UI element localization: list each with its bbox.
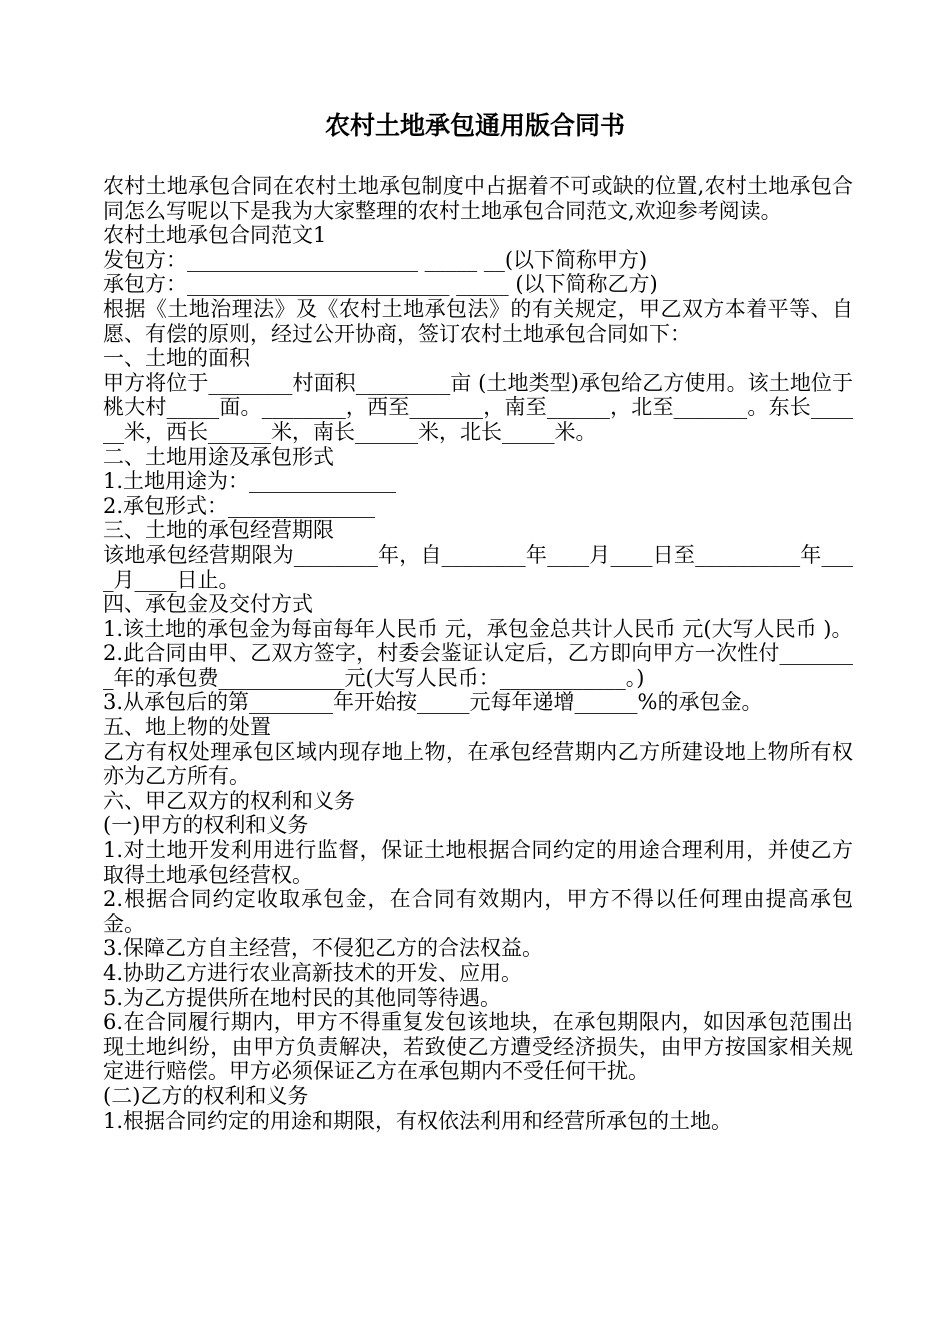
term-paragraph: 该地承包经营期限为________年，自________年____月____日至__________年____月____日止。	[103, 542, 853, 592]
document-body	[103, 174, 853, 1133]
party-b-item-1: 1.根据合同约定的用途和期限，有权依法利用和经营所承包的土地。	[103, 1108, 733, 1133]
party-a-item-5: 5.为乙方提供所在地村民的其他同等待遇。	[103, 985, 502, 1010]
usage-line: 1.土地用途为：______________	[103, 469, 397, 494]
intro-paragraph: 农村土地承包合同在农村土地承包制度中占据着不可或缺的位置,农村土地承包合同怎么写呢以下是我为大家整理的农村土地承包合同范文,欢迎参考阅读。	[103, 174, 853, 223]
party-a-item-6: 6.在合同履行期内，甲方不得重复发包该地块，在承包期限内，如因承包范围出现土地纠纷，由甲方负责解决，若致使乙方遭受经济损失，由甲方按国家相关规定进行赔偿。甲方必须保证乙方在承包期内不受任何干扰。	[103, 1010, 853, 1084]
subheading-party-b: (二)乙方的权利和义务	[103, 1083, 309, 1108]
form-line: 2.承包形式：______________	[103, 493, 376, 518]
party-a-item-3: 3.保障乙方自主经营，不侵犯乙方的合法权益。	[103, 936, 544, 961]
land-location-paragraph: 甲方将位于________村面积_________亩 (土地类型)承包给乙方使用。该土地位于桃大村_____面。________，西至_______，南至______，北至_______。东长______米，西长______米，南长______米，北长_____米。	[103, 370, 853, 444]
section-heading-payment: 四、承包金及交付方式	[103, 592, 313, 617]
payment-item-3: 3.从承包后的第________年开始按_____元每年递增______%的承包金。	[103, 690, 763, 715]
section-heading-term: 三、土地的承包经营期限	[103, 518, 334, 543]
section-heading-area: 一、土地的面积	[103, 346, 250, 371]
sample-heading: 农村土地承包合同范文1	[103, 223, 327, 248]
preamble-paragraph: 根据《土地治理法》及《农村土地承包法》的有关规定，甲乙双方本着平等、自愿、有偿的原则，经过公开协商，签订农村土地承包合同如下：	[103, 296, 853, 346]
subheading-party-a: (一)甲方的权利和义务	[103, 813, 309, 838]
structures-paragraph: 乙方有权处理承包区域内现存地上物，在承包经营期内乙方所建设地上物所有权亦为乙方所有。	[103, 739, 853, 789]
section-heading-rights: 六、甲乙双方的权利和义务	[103, 788, 355, 813]
party-a-item-4: 4.协助乙方进行农业高新技术的开发、应用。	[103, 961, 523, 985]
payment-item-2: 2.此合同由甲、乙双方签字，村委会鉴证认定后，乙方即向甲方一次性付________年的承包费____________元(大写人民币：____________。)	[103, 641, 853, 690]
party-b-line: 承包方：_________________________ _____ (以下简称乙方)	[103, 272, 658, 297]
party-a-line: 发包方：______________________ _____ __(以下简称甲方)	[103, 247, 648, 272]
document-title: 农村土地承包通用版合同书	[324, 111, 625, 140]
section-heading-structures: 五、地上物的处置	[103, 715, 271, 740]
payment-item-1: 1.该土地的承包金为每亩每年人民币 元，承包金总共计人民币 元(大写人民币 )。	[103, 616, 853, 641]
party-a-item-1: 1.对土地开发利用进行监督，保证土地根据合同约定的用途合理利用，并使乙方取得土地承包经营权。	[103, 838, 853, 887]
party-a-item-2: 2.根据合同约定收取承包金，在合同有效期内，甲方不得以任何理由提高承包金。	[103, 887, 853, 936]
section-heading-usage: 二、土地用途及承包形式	[103, 444, 334, 469]
